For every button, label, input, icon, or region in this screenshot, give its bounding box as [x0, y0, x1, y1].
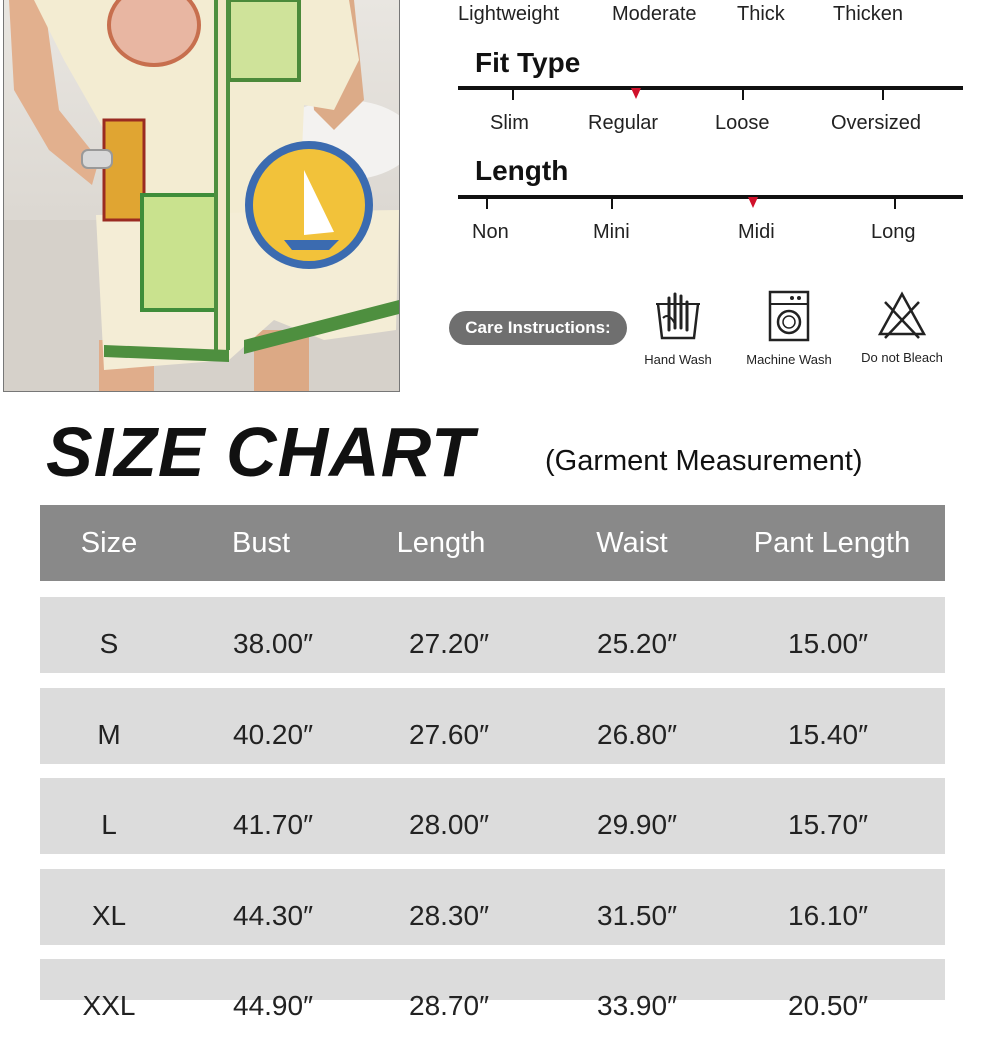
scale-tick — [486, 199, 488, 209]
table-cell: 28.00″ — [409, 809, 489, 840]
table-cell: 28.70″ — [409, 990, 489, 1021]
table-cell: 31.50″ — [597, 900, 677, 931]
table-cell: 29.90″ — [597, 809, 677, 840]
thickness-option: Moderate — [612, 3, 697, 25]
table-cell: 41.70″ — [233, 809, 313, 840]
table-cell: 28.30″ — [409, 900, 489, 931]
hand-wash-icon — [653, 290, 703, 342]
column-header-pant-length: Pant Length — [753, 527, 911, 559]
length-scale-line — [458, 195, 963, 199]
length-option: Mini — [593, 221, 630, 243]
table-cell: 25.20″ — [597, 628, 677, 659]
length-options — [458, 221, 963, 247]
fit-type-marker — [631, 88, 641, 99]
column-header-length: Length — [396, 527, 486, 559]
scale-tick — [611, 199, 613, 209]
table-cell: XL — [91, 900, 127, 931]
table-header — [40, 505, 945, 581]
thickness-option: Thicken — [833, 3, 904, 25]
table-cell: 33.90″ — [597, 990, 677, 1021]
table-cell: M — [97, 719, 121, 750]
length-marker — [748, 197, 758, 208]
care-label: Hand Wash — [644, 352, 712, 367]
fit-type-title: Fit Type — [475, 47, 581, 78]
scale-tick — [882, 90, 884, 100]
table-row — [40, 688, 945, 764]
length-title: Length — [475, 155, 569, 186]
table-cell: L — [101, 809, 117, 840]
fit-type-scale-line — [458, 86, 963, 90]
table-cell: 40.20″ — [233, 719, 313, 750]
product-photo-illustration — [4, 0, 400, 392]
thickness-option: Lightweight — [458, 3, 560, 25]
table-cell: 15.00″ — [788, 628, 868, 659]
table-cell: 27.60″ — [409, 719, 489, 750]
table-cell: 27.20″ — [409, 628, 489, 659]
table-cell: 44.90″ — [233, 990, 313, 1021]
column-header-waist: Waist — [596, 527, 668, 559]
length-option: Midi — [738, 221, 775, 243]
size-chart-title: SIZE CHART — [46, 413, 475, 491]
table-cell: 20.50″ — [788, 990, 868, 1021]
scale-tick — [742, 90, 744, 100]
column-header-size: Size — [80, 527, 138, 559]
table-cell: S — [99, 628, 119, 659]
table-row — [40, 869, 945, 945]
fit-type-options — [458, 112, 963, 138]
care-label: Machine Wash — [746, 352, 832, 367]
table-cell: XXL — [82, 990, 136, 1021]
table-cell: 44.30″ — [233, 900, 313, 931]
table-cell: 38.00″ — [233, 628, 313, 659]
care-item-do-not-bleach — [851, 290, 953, 365]
fit-type-option: Oversized — [831, 112, 922, 134]
table-cell: 15.40″ — [788, 719, 868, 750]
scale-tick — [512, 90, 514, 100]
product-photo — [3, 0, 400, 392]
table-row — [40, 778, 945, 854]
do-not-bleach-icon — [877, 290, 927, 340]
table-row — [40, 959, 945, 1021]
fit-type-option: Regular — [588, 112, 659, 134]
fit-type-option: Slim — [490, 112, 529, 134]
machine-wash-icon — [768, 290, 810, 342]
column-header-bust: Bust — [231, 527, 291, 559]
size-chart-subtitle: (Garment Measurement) — [545, 445, 863, 477]
length-option: Non — [472, 221, 509, 243]
thickness-scale — [458, 3, 963, 29]
care-label: Do not Bleach — [861, 350, 943, 365]
table-cell: 26.80″ — [597, 719, 677, 750]
scale-tick — [894, 199, 896, 209]
care-item-hand-wash — [637, 290, 719, 367]
table-row — [40, 597, 945, 673]
table-cell: 16.10″ — [788, 900, 868, 931]
table-cell: 15.70″ — [788, 809, 868, 840]
care-item-machine-wash — [737, 290, 841, 367]
fit-type-option: Loose — [715, 112, 770, 134]
length-option: Long — [871, 221, 916, 243]
thickness-option: Thick — [737, 3, 785, 25]
care-instructions-badge: Care Instructions: — [449, 311, 627, 345]
